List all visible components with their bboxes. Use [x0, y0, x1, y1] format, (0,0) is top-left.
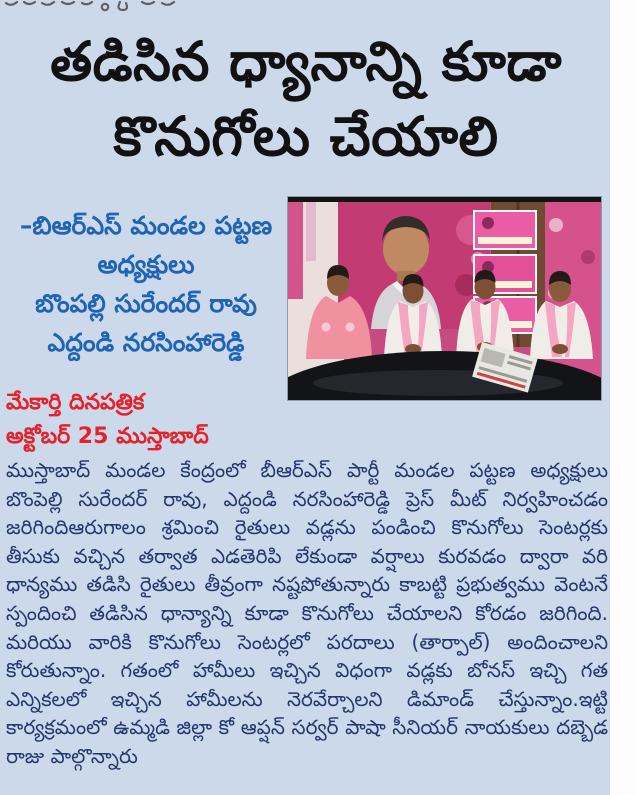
date-and-place: అక్టోబర్ 25 ముస్తాబాద్ — [6, 424, 209, 449]
byline-line-name-1: బొంపల్లి సురేందర్ రావు — [35, 289, 257, 318]
cropped-masthead-text-fragment — [2, 0, 212, 12]
byline-line-name-2: ఎద్దండి నరసింహారెడ్డి — [47, 328, 245, 357]
press-meet-photo-art — [288, 197, 601, 400]
press-meet-photo — [288, 197, 601, 400]
byline — [0, 206, 292, 362]
right-margin-strip — [610, 0, 636, 795]
article-body: ముస్తాబాద్ మండల కేంద్రంలో బీఆర్ఎస్ పార్టీ మండల పట్టణ అధ్యక్షులు బొంపెల్లి సురేందర్ రావు, ఎద్దండి నరసింహారెడ్డి ప్రెస్ మీట్ నిర్వహించడం జరిగిందిఆరుగాలం శ్రమించి రైతులు వడ్లను పండించి కొనుగోలు సెంటర్లకు తీసుకు వచ్చిన తర్వాత ఎడతెరిపి లేకుండా వర్షాలు కురవడం ద్వారా వరి ధాన్యము తడిసి రైతులు తీవ్రంగా నష్టపోతున్నారు కాబట్టి ప్రభుత్వము వెంటనే స్పందించి తడిసిన ధాన్యాన్ని కూడా కొనుగోలు చేయాలని కోరడం జరిగింది. మరియు వారికి కొనుగోలు సెంటర్లలో పరదాలు (తార్పాల్) అందించాలని కోరుతున్నాం. గతంలో హామీలు ఇచ్చిన విధంగా వడ్లకు బోనస్ ఇచ్చి గత ఎన్నికలలో ఇచ్చిన హామీలను నెరవేర్చాలని డిమాండ్ చేస్తున్నాం.ఇట్టి కార్యక్రమంలో ఉమ్మడి జిల్లా కో ఆప్షన్ సర్వర్ పాషా సీనియర్ నాయకులు దబ్బెడ రాజు పాల్గొన్నారు — [6, 458, 608, 768]
headline-line-1: తడిసిన ధ్యానాన్ని కూడా — [50, 30, 562, 93]
headline — [0, 24, 612, 174]
headline-line-2: కొనుగోలు చేయాలి — [113, 105, 499, 168]
byline-line-party: –బిఆర్‌ఎస్ మండల పట్టణ — [19, 211, 273, 240]
publication-name: మేకార్తి దినపత్రిక — [6, 390, 145, 415]
byline-line-title: అధ్యక్షులు — [97, 250, 195, 279]
dateline — [6, 386, 209, 454]
